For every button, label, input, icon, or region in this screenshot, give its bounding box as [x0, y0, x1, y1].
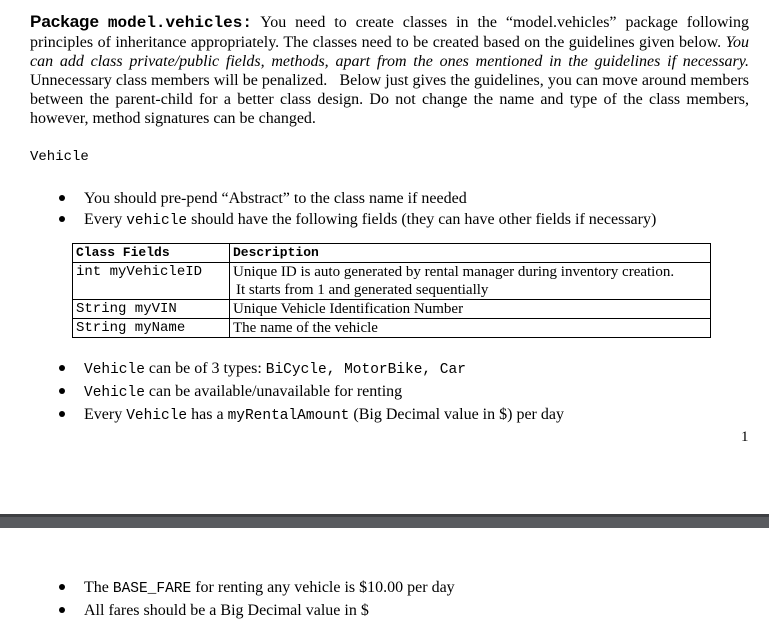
description-cell: The name of the vehicle: [230, 319, 711, 338]
inline-code: BASE_FARE: [112, 581, 192, 597]
class-fields-table: [72, 243, 711, 338]
inline-code: BiCycle, MotorBike, Car: [265, 362, 466, 378]
table-header-row: [73, 244, 711, 263]
table-row: [73, 319, 711, 338]
list-item: Every vehicle should have the following fields (they can have other fields if necessary): [59, 209, 656, 232]
description-cell: Unique ID is auto generated by rental manager during inventory creation. It starts from 1 and generated sequentially: [230, 263, 711, 300]
column-header-class-fields: Class Fields: [73, 244, 230, 263]
list-item: Vehicle can be of 3 types: BiCycle, MotorBike, Car: [59, 358, 564, 381]
package-label: Package: [30, 12, 99, 31]
page-separator: [0, 514, 769, 528]
field-cell: String myName: [73, 319, 230, 338]
list-item: All fares should be a Big Decimal value in $: [59, 600, 455, 621]
vehicle-guidelines-list: [59, 188, 656, 232]
field-cell: int myVehicleID: [73, 263, 230, 300]
document-page-2: [0, 528, 769, 626]
inline-code: myRentalAmount: [227, 408, 350, 424]
vehicle-types-list: [59, 358, 564, 427]
intro-italic-text: You can add class private/public fields, methods, apart from the ones mentioned in the guidelines if necessary.: [30, 34, 749, 70]
list-item: The BASE_FARE for renting any vehicle is $10.00 per day: [59, 577, 455, 600]
table-row: [73, 263, 711, 300]
field-cell: String myVIN: [73, 300, 230, 319]
inline-code: Vehicle: [84, 385, 145, 401]
package-name: model.vehicles:: [107, 14, 252, 32]
inline-code: Vehicle: [126, 408, 188, 424]
package-description-paragraph: [30, 12, 749, 128]
fare-guidelines-list: [59, 577, 455, 621]
list-item: Every Vehicle has a myRentalAmount (Big Decimal value in $) per day: [59, 404, 564, 427]
table-row: [73, 300, 711, 319]
description-cell: Unique Vehicle Identification Number: [230, 300, 711, 319]
inline-code: vehicle: [126, 213, 188, 229]
intro-text-continued: Unnecessary class members will be penalized. Below just gives the guidelines, you can move around members between the parent-child for a better class design. Do not change the name and type of the class members, however, method signatures can be changed.: [30, 72, 749, 127]
list-item: Vehicle can be available/unavailable for renting: [59, 381, 564, 404]
inline-code: Vehicle: [84, 362, 145, 378]
list-item: You should pre-pend “Abstract” to the class name if needed: [59, 188, 656, 209]
section-title-vehicle: Vehicle: [30, 149, 89, 165]
column-header-description: Description: [230, 244, 711, 263]
intro-text: You need to create classes in the “model.vehicles” package following principles of inheritance appropriately. The classes need to be created based on the guidelines given below.: [30, 14, 749, 51]
page-number: 1: [741, 429, 749, 445]
